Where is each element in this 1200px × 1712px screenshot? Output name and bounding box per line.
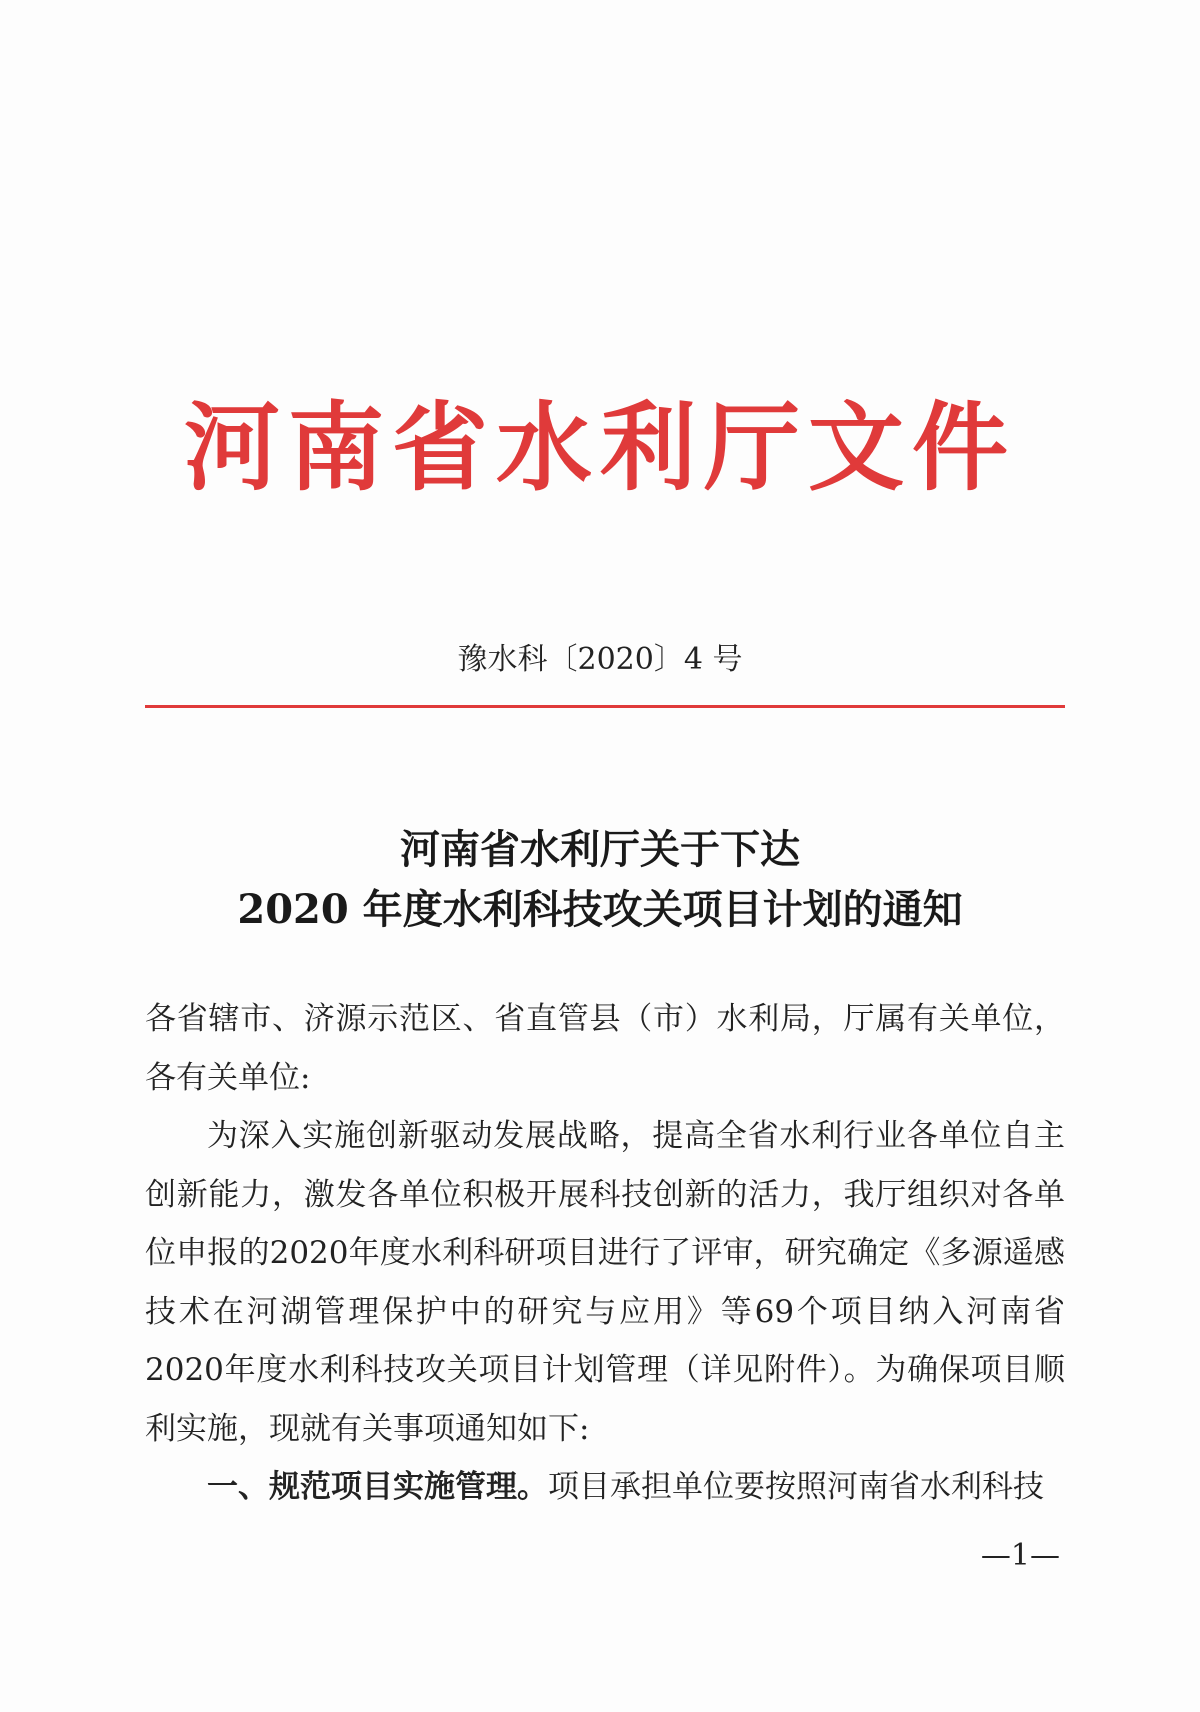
document-body (145, 990, 1065, 1517)
section-1-text: 项目承担单位要按照河南省水利科技 (548, 1469, 1044, 1505)
document-title (0, 820, 1200, 940)
salutation: 各省辖市、济源示范区、省直管县（市）水利局，厅属有关单位，各有关单位: (145, 1001, 1065, 1096)
document-title-line-1: 河南省水利厅关于下达 (400, 826, 800, 873)
page-number: —1— (980, 1538, 1060, 1573)
document-number: 豫水科〔2020〕4 号 (457, 642, 743, 677)
red-divider-line (145, 705, 1065, 708)
section-1-heading: 一、规范项目实施管理。 (207, 1469, 548, 1505)
body-paragraph-2 (145, 1458, 1065, 1517)
body-paragraph-1: 为深入实施创新驱动发展战略，提高全省水利行业各单位自主创新能力，激发各单位积极开展科技创新的活力，我厅组织对各单位申报的2020年度水利科研项目进行了评审，研究确定《多源遥感技术在河湖管理保护中的研究与应用》等69个项目纳入河南省2020年度水利科技攻关项目计划管理（详见附件）。为确保项目顺利实施，现就有关事项通知如下: (145, 1118, 1065, 1447)
document-title-line-2: 2020 年度水利科技攻关项目计划的通知 (237, 886, 963, 933)
masthead-title: 河南省水利厅文件 (184, 391, 1016, 504)
